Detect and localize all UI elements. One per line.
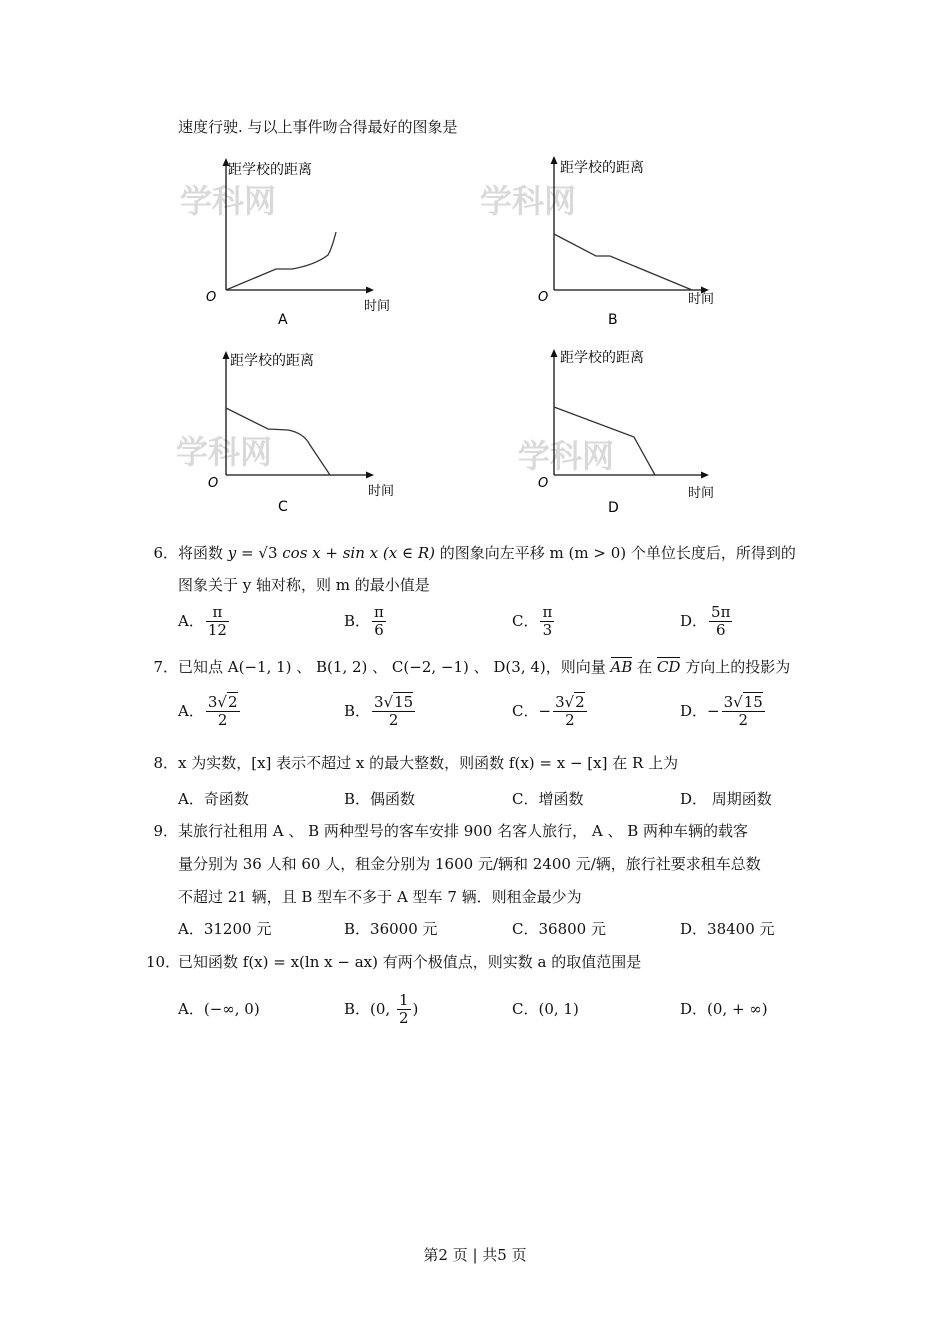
question-6: 6．将函数 y = √3 cos x + sin x (x ∈ R) 的图象向左平移 m (m > 0) 个单位长度后，所得到的 xyxy=(146,542,796,563)
option-a: A． $\frac{\pi}{12}$ xyxy=(178,603,227,640)
option-c: C．(0, 1) xyxy=(512,1000,579,1018)
option-c: C． $\frac{\pi}{3}$ xyxy=(512,603,553,640)
page-footer: 第2 页 | 共5 页 xyxy=(423,1246,527,1264)
question-7-options xyxy=(178,694,818,744)
x-axis-label: 时间 xyxy=(688,292,715,307)
watermark: 学科网 xyxy=(180,182,277,220)
origin-label: O xyxy=(538,290,549,305)
graph-label: B xyxy=(608,312,618,328)
question-6-line2: 图象关于 y 轴对称，则 m 的最小值是 xyxy=(178,576,430,594)
question-number: 6． xyxy=(153,544,178,562)
question-number: 10． xyxy=(146,953,181,971)
watermark: 学科网 xyxy=(480,182,577,220)
watermark: 学科网 xyxy=(518,437,615,475)
question-9: 9．某旅行社租用 A 、 B 两种型号的客车安排 900 名客人旅行， A 、 B 两种车辆的载客 xyxy=(146,820,748,841)
option-c: C．36800 元 xyxy=(512,920,606,938)
option-b: B． $\frac{\pi}{6}$ xyxy=(344,603,384,640)
watermark: 学科网 xyxy=(176,433,273,471)
option-a: A． $\frac{3√2}{2}$ xyxy=(178,693,238,730)
question-8: 8．x 为实数，[x] 表示不超过 x 的最大整数，则函数 f(x) = x − [x] 在 R 上为 xyxy=(146,752,678,773)
graph-label: A xyxy=(278,312,288,328)
question-number: 8． xyxy=(153,754,178,772)
question-10: 10．已知函数 f(x) = x(ln x − ax) 有两个极值点，则实数 a 的取值范围是 xyxy=(146,953,642,971)
question-number: 7． xyxy=(153,658,178,676)
y-axis-label: 距学校的距离 xyxy=(228,162,312,178)
x-axis-label: 时间 xyxy=(368,484,395,499)
x-axis-label: 时间 xyxy=(364,299,391,314)
question-number: 9． xyxy=(153,822,178,840)
origin-label: O xyxy=(208,476,219,491)
graph-label: C xyxy=(278,499,288,515)
option-c: C．− $\frac{3√2}{2}$ xyxy=(512,693,585,730)
graph-c xyxy=(170,345,420,525)
option-b: B．36000 元 xyxy=(344,920,438,938)
option-d: D．− $\frac{3√15}{2}$ xyxy=(680,693,763,730)
option-d: D． 周期函数 xyxy=(680,790,772,808)
option-d: D．(0, + ∞) xyxy=(680,1000,768,1018)
question-9-line2: 量分别为 36 人和 60 人，租金分别为 1600 元/辆和 2400 元/辆，旅行社要求租车总数 xyxy=(178,855,761,873)
option-b: B．(0, $\frac{1}{2}$ ) xyxy=(344,991,419,1028)
graph-b xyxy=(480,150,800,340)
option-b: B．偶函数 xyxy=(344,790,416,808)
origin-label: O xyxy=(538,476,549,491)
option-a: A．奇函数 xyxy=(178,790,249,808)
option-c: C．增函数 xyxy=(512,790,584,808)
option-a: A．(−∞, 0) xyxy=(178,1000,260,1018)
graph-d xyxy=(500,345,800,525)
origin-label: O xyxy=(206,290,217,305)
x-axis-label: 时间 xyxy=(688,486,715,501)
option-d: D．38400 元 xyxy=(680,920,775,938)
question-10-options xyxy=(178,992,818,1042)
question-7: 7．已知点 A(−1, 1) 、 B(1, 2) 、 C(−2, −1) 、 D(3, 4)，则向量 AB 在 CD 方向上的投影为 xyxy=(146,656,790,677)
option-a: A．31200 元 xyxy=(178,920,272,938)
option-b: B． $\frac{3√15}{2}$ xyxy=(344,693,414,730)
y-axis-label: 距学校的距离 xyxy=(560,350,644,366)
question-6-options xyxy=(178,604,818,654)
option-d: D． $\frac{5\pi}{6}$ xyxy=(680,603,731,640)
question-9-line3: 不超过 21 辆，且 B 型车不多于 A 型车 7 辆．则租金最少为 xyxy=(178,888,582,906)
graph-a xyxy=(170,150,420,340)
y-axis-label: 距学校的距离 xyxy=(560,160,644,176)
graph-label: D xyxy=(608,500,619,516)
intro-text: 速度行驶. 与以上事件吻合得最好的图象是 xyxy=(178,118,458,136)
y-axis-label: 距学校的距离 xyxy=(230,353,314,369)
